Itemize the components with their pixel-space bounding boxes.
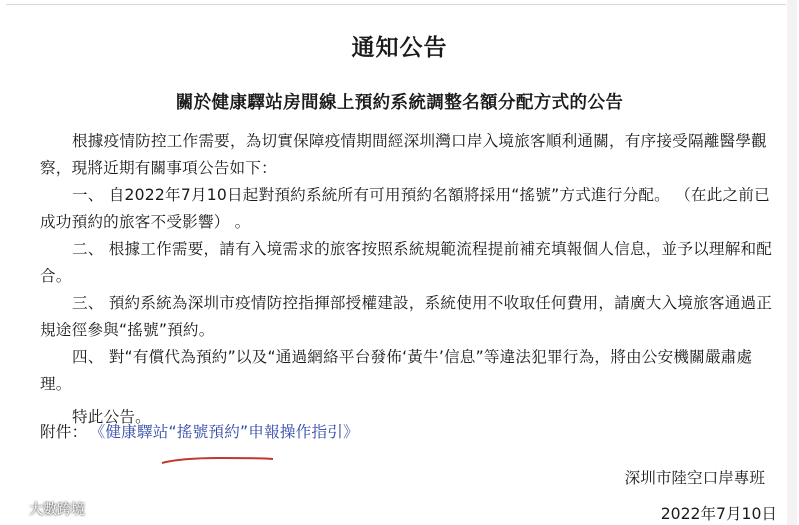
watermark-text: 大數跨境 bbox=[29, 502, 85, 518]
page-edge bbox=[787, 0, 797, 525]
notice-body bbox=[40, 128, 782, 431]
item-paragraph-3: 三、 預約系統為深圳市疫情防控指揮部授權建設，系統使用不收取任何費用，請廣大入境旅客通過正規途徑參與“搖號”預約。 bbox=[40, 294, 773, 339]
notice-subtitle: 關於健康驛站房間線上預約系統調整名額分配方式的公告 bbox=[175, 93, 624, 113]
watermark bbox=[4, 499, 85, 519]
item-paragraph-1: 一、 自2022年7月10日起對預約系統所有可用預約名額將採用“搖號”方式進行分配。 （在此之前已成功預約的旅客不受影響） 。 bbox=[40, 186, 770, 231]
brand-logo-icon bbox=[4, 501, 26, 517]
closing-text: 特此公告。 bbox=[72, 408, 151, 426]
attachment-label: 附件： bbox=[40, 423, 88, 441]
notice-title: 通知公告 bbox=[351, 35, 448, 61]
issuer-name: 深圳市陸空口岸專班 bbox=[624, 469, 765, 487]
item-paragraph-4: 四、 對“有償代為預約”以及“通過網絡平台發佈‘黃牛’信息”等違法犯罪行為，將由公安機關嚴肅處理。 bbox=[40, 348, 753, 393]
item-paragraph-2: 二、 根據工作需要，請有入境需求的旅客按照系統規範流程提前補充填報個人信息，並予以理解和配合。 bbox=[40, 240, 773, 285]
top-divider bbox=[6, 4, 786, 5]
attachment-row bbox=[40, 420, 359, 442]
intro-paragraph: 根據疫情防控工作需要，為切實保障疫情期間經深圳灣口岸入境旅客順利通關，有序接受隔離醫學觀察，現將近期有關事項公告如下： bbox=[40, 132, 767, 177]
red-underline-mark bbox=[160, 456, 275, 466]
issue-date: 2022年7月10日 bbox=[660, 505, 777, 523]
attachment-link[interactable]: 《健康驛站“搖號預約”申報操作指引》 bbox=[97, 423, 359, 441]
